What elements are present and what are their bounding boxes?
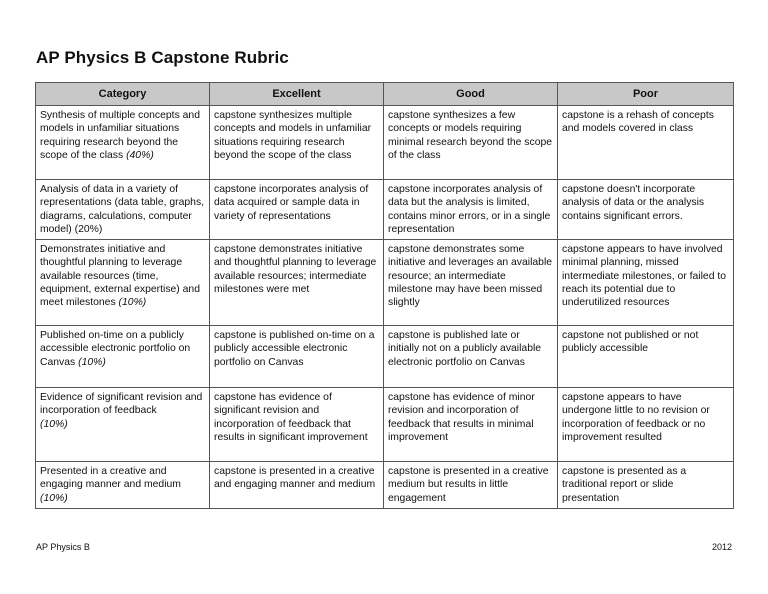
category-text: Evidence of significant revision and incorporation of feedback bbox=[40, 392, 203, 417]
category-text: Demonstrates initiative and thoughtful planning to leverage available resources (time, equipment, external expertise) and meet milestones bbox=[40, 244, 200, 309]
good-cell: capstone has evidence of minor revision and incorporation of feedback that results in minimal improvement bbox=[384, 388, 558, 462]
poor-cell: capstone is a rehash of concepts and models covered in class bbox=[558, 106, 734, 180]
excellent-cell: capstone incorporates analysis of data acquired or sample data in variety of representations bbox=[210, 180, 384, 240]
excellent-cell: capstone has evidence of significant revision and incorporation of feedback that results in significant improvement bbox=[210, 388, 384, 462]
header-category: Category bbox=[36, 83, 210, 106]
table-row bbox=[36, 106, 734, 180]
header-excellent: Excellent bbox=[210, 83, 384, 106]
category-weight: (10%) bbox=[118, 297, 147, 309]
table-row bbox=[36, 326, 734, 388]
excellent-cell: capstone demonstrates initiative and thoughtful planning to leverage available resources; intermediate milestones were met bbox=[210, 240, 384, 326]
category-cell bbox=[36, 240, 210, 326]
category-text: Presented in a creative and engaging manner and medium bbox=[40, 466, 181, 491]
category-weight: (40%) bbox=[126, 149, 154, 161]
category-cell bbox=[36, 388, 210, 462]
good-cell: capstone is presented in a creative medium but results in little engagement bbox=[384, 462, 558, 509]
poor-cell: capstone is presented as a traditional report or slide presentation bbox=[558, 462, 734, 509]
good-cell: capstone is published late or initially not on a publicly available electronic portfolio on Canvas bbox=[384, 326, 558, 388]
table-row bbox=[36, 240, 734, 326]
header-poor: Poor bbox=[558, 83, 734, 106]
header-row bbox=[36, 83, 734, 106]
good-cell: capstone demonstrates some initiative and leverages an available resource; an intermediate milestone may have been missed slightly bbox=[384, 240, 558, 326]
category-text: Published on-time on a publicly accessible electronic portfolio on Canvas bbox=[40, 330, 191, 368]
poor-cell: capstone doesn't incorporate analysis of data or the analysis contains significant errors. bbox=[558, 180, 734, 240]
header-good: Good bbox=[384, 83, 558, 106]
poor-cell: capstone not published or not publicly accessible bbox=[558, 326, 734, 388]
good-cell: capstone synthesizes a few concepts or models requiring minimal research beyond the scope of the class bbox=[384, 106, 558, 180]
poor-cell: capstone appears to have involved minimal planning, missed intermediate milestones, or failed to reach its potential due to underutilized resources bbox=[558, 240, 734, 326]
table-row bbox=[36, 180, 734, 240]
rubric-table bbox=[35, 82, 734, 509]
category-cell bbox=[36, 462, 210, 509]
category-cell bbox=[36, 180, 210, 240]
category-weight: (10%) bbox=[40, 418, 68, 430]
excellent-cell: capstone is published on-time on a publicly accessible electronic portfolio on Canvas bbox=[210, 326, 384, 388]
category-text: Synthesis of multiple concepts and models in unfamiliar situations requiring research beyond the scope of the class bbox=[40, 110, 200, 161]
page-title: AP Physics B Capstone Rubric bbox=[36, 48, 289, 67]
table-row bbox=[36, 388, 734, 462]
excellent-cell: capstone is presented in a creative and engaging manner and medium bbox=[210, 462, 384, 509]
category-weight: (10%) bbox=[78, 356, 106, 368]
category-cell bbox=[36, 106, 210, 180]
category-weight: (10%) bbox=[40, 492, 68, 504]
footer-course: AP Physics B bbox=[36, 542, 90, 552]
footer-year: 2012 bbox=[711, 542, 732, 552]
excellent-cell: capstone synthesizes multiple concepts and models in unfamiliar situations requiring research beyond the scope of the class bbox=[210, 106, 384, 180]
category-text: Analysis of data in a variety of representations (data table, graphs, diagrams, calculations, computer model) (20%) bbox=[40, 184, 205, 235]
category-cell bbox=[36, 326, 210, 388]
table-row bbox=[36, 462, 734, 509]
good-cell: capstone incorporates analysis of data but the analysis is limited, contains minor errors, or in a single representation bbox=[384, 180, 558, 240]
poor-cell: capstone appears to have undergone little to no revision or incorporation of feedback or no improvement resulted bbox=[558, 388, 734, 462]
